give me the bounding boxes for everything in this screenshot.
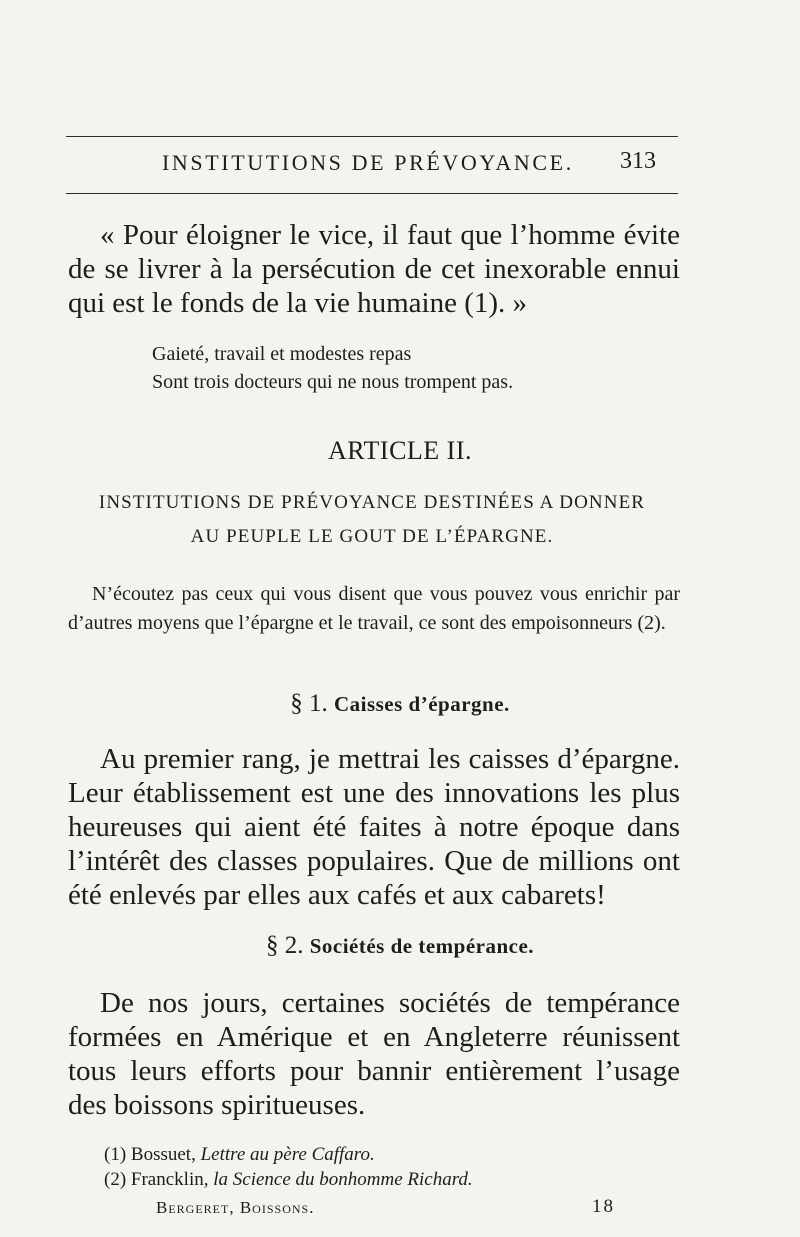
- verse-line-1: Gaieté, travail et modestes repas: [152, 343, 412, 365]
- epigraph-note: [68, 580, 680, 638]
- footnote-1: [104, 1142, 473, 1167]
- signature-work: Boissons.: [239, 1198, 315, 1217]
- header-bottom-rule: [66, 193, 678, 194]
- section-2-number: § 2.: [265, 932, 304, 959]
- footnote-2-work: la Science du bonhomme Richard.: [213, 1169, 473, 1190]
- footnote-2-author: Francklin,: [130, 1169, 209, 1190]
- article-heading: ARTICLE II.: [327, 436, 473, 465]
- verse-line-2: Sont trois docteurs qui ne nous trompent pas.: [152, 371, 514, 393]
- footnote-1-work: Lettre au père Caffaro.: [200, 1144, 375, 1165]
- footnote-1-author: Bossuet,: [130, 1144, 196, 1165]
- epigraph-note-text: N’écoutez pas ceux qui vous disent que vous pouvez vous enrichir par d’autres moyens que l’épargne et le travail, ce sont des empoisonneurs (2).: [68, 583, 680, 634]
- section-1-heading: [0, 690, 800, 718]
- sheet-number: 18: [592, 1196, 615, 1217]
- signature-line: [156, 1198, 314, 1218]
- article-subtitle: [66, 486, 678, 554]
- section-2-title: Sociétés de tempérance.: [309, 934, 535, 958]
- quote-text: « Pour éloigner le vice, il faut que l’homme évite de se livrer à la persécution de cet inexorable ennui qui est le fonds de la vie humaine (1). »: [68, 219, 680, 319]
- quote-paragraph: [68, 218, 680, 320]
- section-2-body: [68, 986, 680, 1122]
- section-2-heading: [0, 932, 800, 960]
- footnote-2-marker: (2): [104, 1169, 127, 1190]
- page-number: 313: [620, 148, 656, 174]
- section-2-text: De nos jours, certaines sociétés de tempérance formées en Amérique et en Angleterre réunissent tous leurs efforts pour bannir entièrement l’usage des boissons spiritueuses.: [68, 987, 680, 1121]
- footnote-1-marker: (1): [104, 1144, 127, 1165]
- article-subtitle-line-2: AU PEUPLE LE GOUT DE L’ÉPARGNE.: [190, 526, 554, 547]
- footnotes: [104, 1142, 473, 1192]
- running-title: INSTITUTIONS DE PRÉVOYANCE.: [162, 150, 574, 175]
- verse: [152, 340, 513, 396]
- footnote-2: [104, 1167, 473, 1192]
- section-1-text: Au premier rang, je mettrai les caisses d’épargne. Leur établissement est une des innovations les plus heureuses qui aient été faites à notre époque dans l’intérêt des classes populaires. Que de millions ont été enlevés par elles aux cafés et aux cabarets!: [68, 743, 680, 911]
- article-subtitle-line-1: INSTITUTIONS DE PRÉVOYANCE DESTINÉES A DONNER: [98, 492, 646, 513]
- section-1-title: Caisses d’épargne.: [333, 692, 510, 716]
- signature-author: Bergeret,: [156, 1198, 235, 1217]
- section-1-body: [68, 742, 680, 912]
- section-1-number: § 1.: [290, 690, 328, 717]
- header-top-rule: [66, 136, 678, 137]
